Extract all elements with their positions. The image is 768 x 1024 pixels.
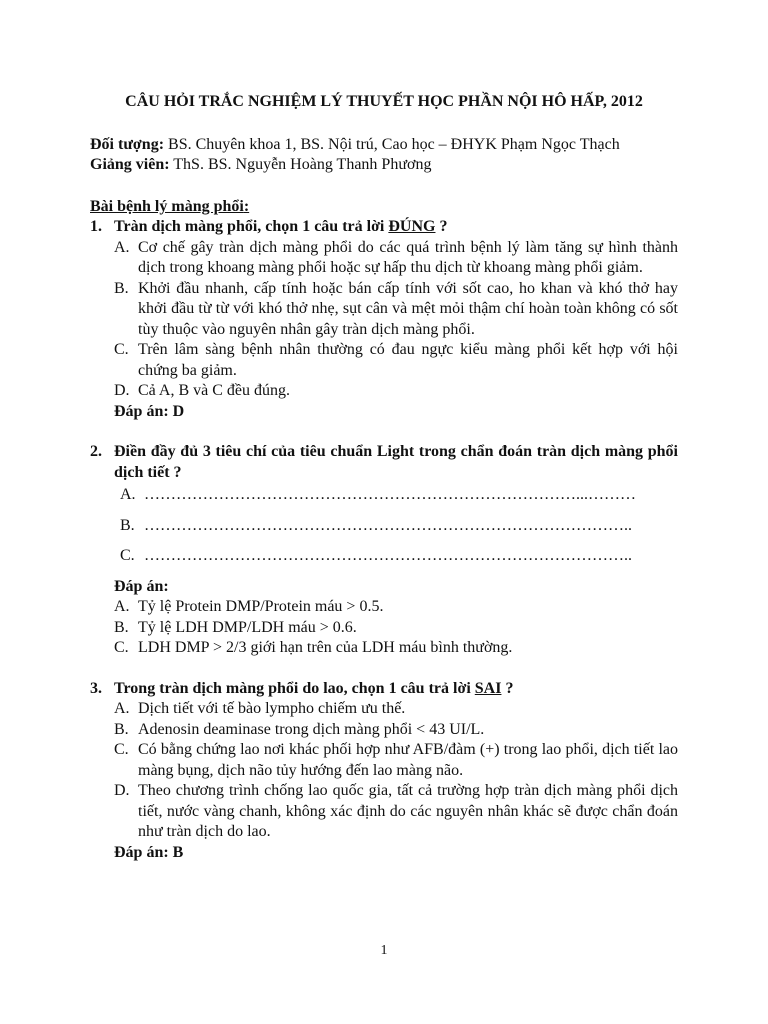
lecturer-line <box>90 155 678 176</box>
blank-letter: A. <box>120 486 136 503</box>
answer-b <box>114 618 678 639</box>
blank-c <box>120 546 678 567</box>
section-heading <box>90 197 678 218</box>
question-3-heading <box>90 679 678 700</box>
option-a <box>114 699 678 720</box>
option-text: Cả A, B và C đều đúng. <box>138 382 290 399</box>
question-2-answers <box>114 597 678 659</box>
option-letter: D. <box>114 382 130 399</box>
question-number: 1. <box>90 218 102 235</box>
spacer <box>90 659 678 679</box>
option-letter: C. <box>114 341 129 358</box>
option-letter: A. <box>114 700 130 717</box>
question-keyword: ĐÚNG <box>388 218 436 235</box>
blank-a <box>120 485 678 506</box>
document-title: CÂU HỎI TRẮC NGHIỆM LÝ THUYẾT HỌC PHẦN NỘI HÔ HẤP, 2012 <box>125 93 643 110</box>
blank-dots: ……………………………………………………………………………….. <box>144 516 632 534</box>
audience-label: Đối tượng: <box>90 135 165 153</box>
question-1-heading <box>90 217 678 238</box>
blank-letter: B. <box>120 516 135 534</box>
option-c <box>114 340 678 381</box>
option-d <box>114 781 678 843</box>
option-letter: A. <box>114 238 130 256</box>
question-2-heading <box>90 442 678 483</box>
blank-dots: ……………………………………………………………………………….. <box>144 547 632 564</box>
question-text-part: Trong tràn dịch màng phổi do lao, chọn 1 câu trả lời <box>114 679 475 697</box>
lecturer-label: Giảng viên: <box>90 156 170 173</box>
question-text-part: ? <box>501 679 514 697</box>
question-3-options <box>114 699 678 843</box>
answer-label: Đáp án: <box>114 577 169 595</box>
option-text: Dịch tiết với tế bào lympho chiếm ưu thế. <box>138 700 406 717</box>
option-letter: A. <box>114 598 130 615</box>
spacer <box>90 422 678 442</box>
option-letter: D. <box>114 782 130 799</box>
option-b <box>114 720 678 741</box>
page-number: 1 <box>380 943 388 958</box>
question-number: 3. <box>90 679 102 697</box>
document-meta <box>90 135 678 176</box>
option-text: LDH DMP > 2/3 giới hạn trên của LDH máu bình thường. <box>138 639 513 656</box>
audience-line <box>90 135 678 156</box>
question-text-part: Tràn dịch màng phổi, chọn 1 câu trả lời <box>114 218 389 235</box>
option-text: Adenosin deaminase trong dịch màng phổi < 43 UI/L. <box>138 720 485 738</box>
answer-line: Đáp án: D <box>114 402 185 420</box>
question-2-text: Điền đầy đủ 3 tiêu chí của tiêu chuẩn Light trong chẩn đoán tràn dịch màng phổi dịch tiết ? <box>114 443 678 481</box>
option-text: Trên lâm sàng bệnh nhân thường có đau ngực kiểu màng phổi kết hợp với hội chứng ba giảm. <box>138 341 678 379</box>
fill-in-blanks <box>90 485 678 567</box>
question-keyword: SAI <box>474 679 502 697</box>
option-c <box>114 740 678 781</box>
question-3 <box>90 679 678 864</box>
section-title: Bài bệnh lý màng phổi <box>90 197 244 215</box>
question-number: 2. <box>90 443 102 460</box>
option-letter: C. <box>114 741 129 758</box>
option-text: Khởi đầu nhanh, cấp tính hoặc bán cấp tính với sốt cao, ho khan và khó thở hay khởi đầu từ từ với khó thở nhẹ, sụt cân và mệt mỏi thậm chí hoàn toàn không có sốt tùy thuộc vào nguyên nhân gây tràn dịch màng phổi. <box>138 279 678 338</box>
answer-c <box>114 638 678 659</box>
option-letter: B. <box>114 618 129 636</box>
option-text: Tỷ lệ Protein DMP/Protein máu > 0.5. <box>138 598 384 615</box>
option-letter: B. <box>114 720 129 738</box>
answer-line: Đáp án: B <box>114 843 184 861</box>
option-text: Cơ chế gây tràn dịch màng phổi do các quá trình bệnh lý làm tăng sự hình thành dịch trong khoang màng phổi hoặc sự hấp thu dịch từ khoang màng phổi giảm. <box>138 238 678 276</box>
question-1 <box>90 217 678 422</box>
question-1-text <box>114 217 678 238</box>
option-text: Theo chương trình chống lao quốc gia, tất cả trường hợp tràn dịch màng phổi dịch tiết, nước vàng chanh, không xác định do các nguyên nhân khác sẽ được chẩn đoán như tràn dịch do lao. <box>138 782 678 840</box>
question-3-text <box>114 679 678 700</box>
section-colon: : <box>243 197 250 215</box>
option-text: Có bằng chứng lao nơi khác phối hợp như AFB/đàm (+) trong lao phổi, dịch tiết lao màng bụng, dịch não tủy hướng đến lao màng não. <box>138 741 678 779</box>
question-text-part: ? <box>435 218 448 235</box>
option-text: Tỷ lệ LDH DMP/LDH máu > 0.6. <box>138 618 357 636</box>
option-letter: C. <box>114 639 129 656</box>
option-a <box>114 238 678 279</box>
blank-dots: ………………………………………………………………………...……… <box>144 486 636 503</box>
question-1-options <box>114 238 678 402</box>
question-2 <box>90 442 678 659</box>
blank-b <box>120 516 678 537</box>
audience-value: BS. Chuyên khoa 1, BS. Nội trú, Cao học – ĐHYK Phạm Ngọc Thạch <box>164 135 620 153</box>
option-b <box>114 279 678 341</box>
answer-a <box>114 597 678 618</box>
option-letter: B. <box>114 279 129 297</box>
blank-letter: C. <box>120 547 135 564</box>
lecturer-value: ThS. BS. Nguyễn Hoàng Thanh Phương <box>169 156 432 173</box>
option-d <box>114 381 678 402</box>
